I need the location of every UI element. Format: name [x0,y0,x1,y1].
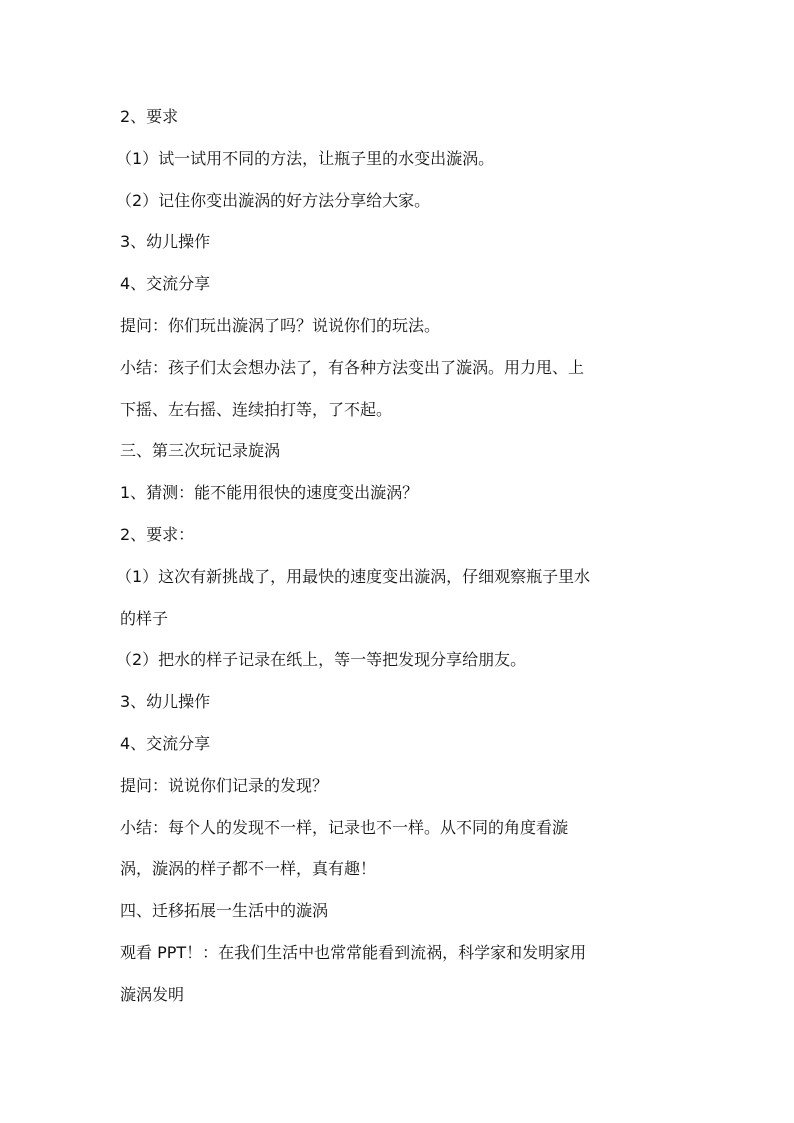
document-body [116,102,680,1022]
section-heading: 3、幼儿操作 [120,692,211,712]
requirement-item: （1）试一试用不同的方法，让瓶子里的水变出漩涡。 [116,148,495,168]
question-paragraph: 提问：说说你们记录的发现？ [120,775,329,795]
guess-paragraph: 1、猜测：能不能用很快的速度变出漩涡？ [120,483,419,503]
section-heading: 4、交流分享 [120,733,211,753]
summary-paragraph: 小结：每个人的发现不一样，记录也不一样。从不同的角度看漩 [120,817,569,837]
section-heading: 4、交流分享 [120,274,211,294]
summary-paragraph-continued: 涡，漩涡的样子都不一样，真有趣！ [120,859,377,879]
summary-paragraph-continued: 下摇、左右摇、连续拍打等，了不起。 [120,399,393,419]
ppt-paragraph-continued: 漩涡发明 [120,984,185,1004]
part-heading: 四、迁移拓展一生活中的漩涡 [120,901,329,921]
part-heading: 三、第三次玩记录旋涡 [120,441,281,461]
requirement-item: （2）把水的样子记录在纸上，等一等把发现分享给朋友。 [116,650,527,670]
requirement-item: （2）记住你变出漩涡的好方法分享给大家。 [116,190,431,210]
summary-paragraph: 小结：孩子们太会想办法了，有各种方法变出了漩涡。用力甩、上 [120,357,585,377]
requirement-item-continued: 的样子 [120,608,169,628]
section-heading: 3、幼儿操作 [120,232,211,252]
section-heading: 2、要求： [120,524,195,544]
section-heading: 2、要求 [120,107,179,126]
ppt-paragraph: 观看 PPT！：在我们生活中也常常能看到流祸，科学家和发明家用 [120,942,587,962]
requirement-item: （1）这次有新挑战了，用最快的速度变出漩涡，仔细观察瓶子里水 [116,566,591,586]
question-paragraph: 提问：你们玩出漩涡了吗？说说你们的玩法。 [120,315,441,335]
